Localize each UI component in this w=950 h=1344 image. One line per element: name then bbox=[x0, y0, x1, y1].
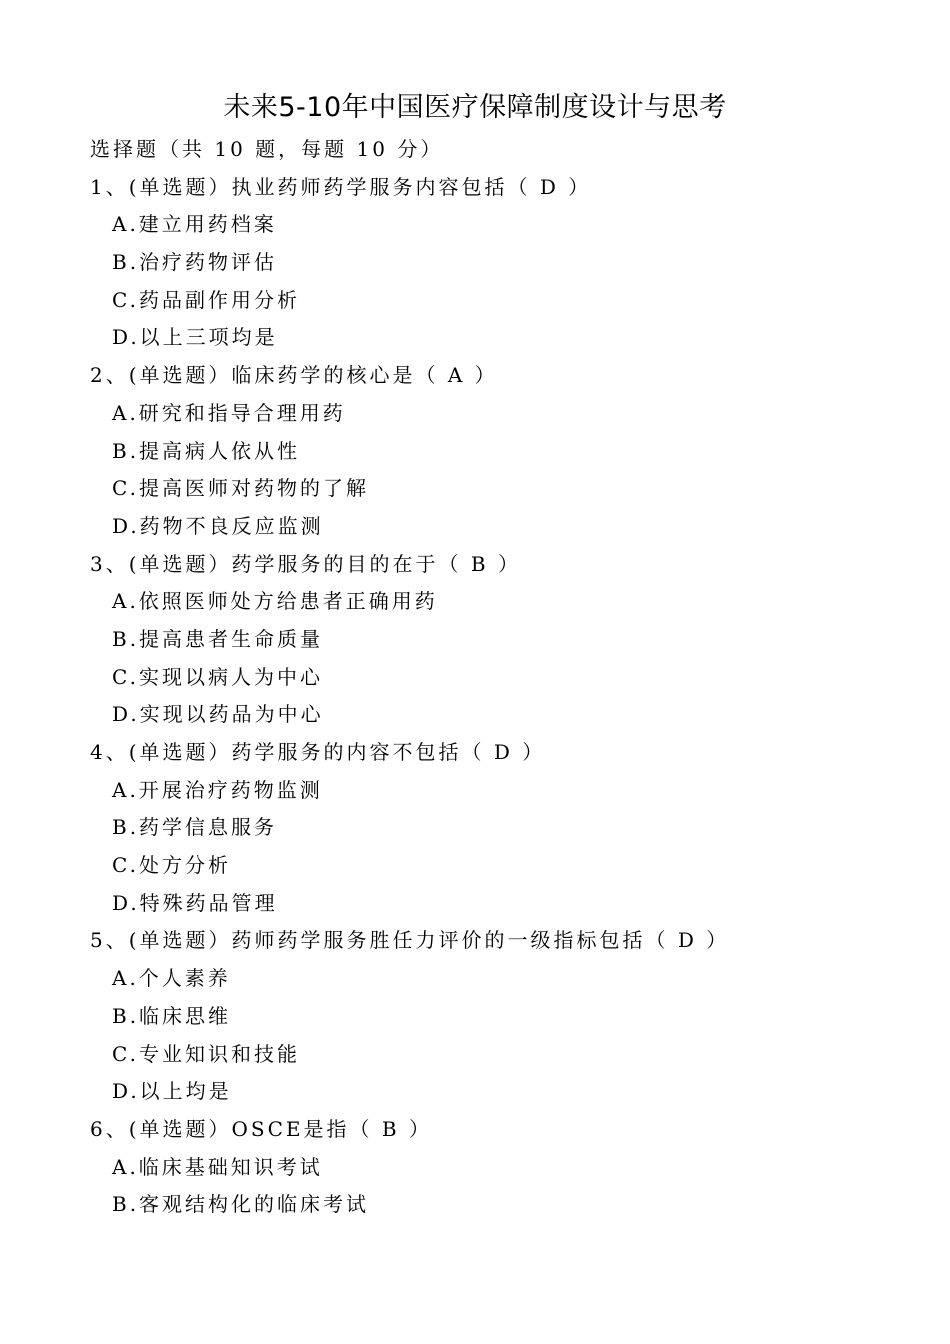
question-2-stem: 2、(单选题）临床药学的核心是（ A ） bbox=[90, 363, 498, 388]
question-3-stem: 3、(单选题）药学服务的目的在于（ B ） bbox=[90, 551, 521, 576]
question-list bbox=[90, 131, 910, 1224]
question-2-option-c: C.提高医师对药物的了解 bbox=[112, 476, 369, 501]
question-3-option-a: A.依照医师处方给患者正确用药 bbox=[112, 589, 438, 614]
question-3-option-d: D.实现以药品为中心 bbox=[112, 702, 324, 727]
question-5-option-b: B.临床思维 bbox=[112, 1003, 232, 1028]
question-1-option-b: B.治疗药物评估 bbox=[112, 250, 278, 275]
question-1-option-c: C.药品副作用分析 bbox=[112, 287, 300, 312]
question-6-option-b: B.客观结构化的临床考试 bbox=[112, 1192, 370, 1217]
question-4-option-d: D.特殊药品管理 bbox=[112, 890, 278, 915]
section-header: 选择题（共 10 题，每题 10 分） bbox=[90, 137, 444, 161]
question-4-stem: 4、(单选题）药学服务的内容不包括（ D ） bbox=[90, 740, 546, 764]
question-4-option-c: C.处方分析 bbox=[112, 853, 231, 878]
question-5-option-c: C.专业知识和技能 bbox=[112, 1041, 300, 1066]
question-3-option-c: C.实现以病人为中心 bbox=[112, 664, 323, 689]
question-6-stem: 6、(单选题）OSCE是指（ B ） bbox=[90, 1116, 432, 1141]
question-5-option-d: D.以上均是 bbox=[112, 1079, 232, 1104]
question-3-option-b: B.提高患者生命质量 bbox=[112, 626, 324, 651]
question-2-option-b: B.提高病人依从性 bbox=[112, 438, 301, 463]
question-5-option-a: A.个人素养 bbox=[112, 966, 231, 991]
question-4-option-a: A.开展治疗药物监测 bbox=[112, 777, 323, 802]
document-title: 未来5-10年中国医疗保障制度设计与思考 bbox=[223, 92, 727, 123]
question-1-option-a: A.建立用药档案 bbox=[112, 212, 277, 237]
question-2-option-a: A.研究和指导合理用药 bbox=[112, 400, 346, 425]
question-6-option-a: A.临床基础知识考试 bbox=[112, 1154, 323, 1179]
question-5-stem: 5、(单选题）药师药学服务胜任力评价的一级指标包括（ D ） bbox=[90, 928, 730, 953]
question-1-option-d: D.以上三项均是 bbox=[112, 325, 278, 350]
question-1-stem: 1、(单选题）执业药师药学服务内容包括（ D ） bbox=[90, 174, 592, 199]
question-2-option-d: D.药物不良反应监测 bbox=[112, 513, 324, 538]
question-4-option-b: B.药学信息服务 bbox=[112, 815, 278, 840]
